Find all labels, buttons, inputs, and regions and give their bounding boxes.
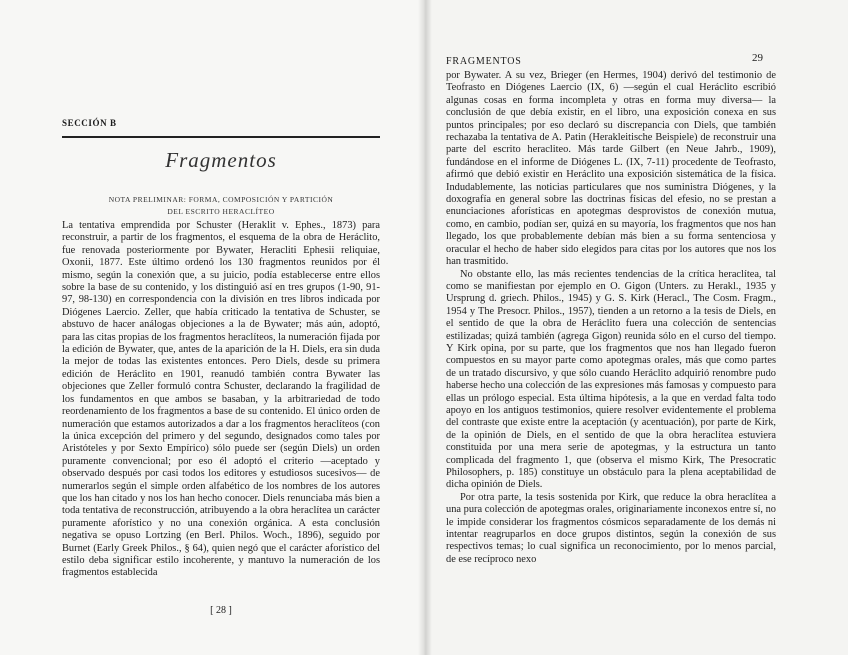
chapter-title: Fragmentos [165,148,277,172]
section-rule [62,136,380,138]
nota-heading-line1: NOTA PRELIMINAR: FORMA, COMPOSICIÓN Y PARTICIÓN [108,195,334,204]
right-paragraph-1: por Bywater. A su vez, Brieger (en Hermes, 1904) derivó del testimonio de Teofrasto en Diógenes Laercio (IX, 6) —según el cual Heráclito escribió algunas cosas en forma incompleta y otras en forma muy diversa— la conclusión de que debía existir, en el libro, una exposición conexa en sus puntos principales; por eso declaró su discrepancia con Diels, que también rechazaba la tentativa de A. Patin (Herakleitische Beispiele) de reconstruir una parte del escrito heracliteo. Más tarde Gilbert (en Neue Jahrb., 1909), fundándose en el informe de Diógenes L. (IX, 7-11) procedente de Teofrasto, afirmó que debió existir en Heráclito una exposición sistemática de la física. Indudablemente, las noticias particulares que nos suministra Diógenes, y la doxografía en general sobre las doctrinas físicas del efesio, no se prestan a enunciaciones aforísticas en apotegmas desprovistos de conexión mutua, como, en cambio, podían ser, quizá en su mayoría, los fragmentos que nos han llegado, los que probablemente debían más bien a su forma sentenciosa y oracular el hecho de haber sido elegidos para citas por los autores que nos los han trasmitido. [446,70,776,268]
left-body-text [62,220,380,608]
right-paragraph-2: No obstante ello, las más recientes tendencias de la crítica heraclítea, tal como se manifiestan por ejemplo en O. Gigon (Unters. zu Herakl., 1935 y Ursprung d. griech. Philos., 1945) y G. S. Kirk (Heracl., The Cosm. Fragm., 1954 y The Presocr. Philos., 1957), tienden a un retorno a la tesis de Diels, en el sentido de que la obra de Heráclito fuera una colección de sentencias estilizadas; quizá también (agrega Gigon) reunida sólo en el curso del tiempo. Y Kirk opina, por su parte, que los fragmentos que nos han llegado fueron compuestos en su mayor parte como apotegmas orales, más que como partes de un tratado discursivo, y que sólo cuando Heráclito adquirió renombre pudo haberse hecho una colección de las expresiones más famosas y compuesto para ellas un prólogo especial. Esta última hipótesis, a la que en verdad falta todo apoyo en los antiguos testimonios, quiere resolver evidentemente el problema del contraste que existe entre la aceptación (y acentuación), por parte de Kirk, de la opinión de Diels, en el sentido de que la obra heraclítea estuviera constituida por una mera serie de apotegmas, y la estructura un tanto complicada del fragmento 1, que (observa el mismo Kirk, The Presocratic Philosophers, p. 185) constituye un obstáculo para la plena aceptabilidad de dicha opinión de Diels. [446,268,776,491]
section-label: SECCIÓN B [62,118,117,128]
right-body-text [446,70,776,648]
left-page-number: [ 28 ] [210,605,232,616]
nota-heading [62,194,380,218]
right-page-number: 29 [752,52,763,64]
left-paragraph: La tentativa emprendida por Schuster (Heraklit v. Ephes., 1873) para reconstruir, a partir de los fragmentos, el esquema de la obra de Heráclito, fue renovada posteriormente por Bywater, Heracliti Ephesii reliquiae, Oxonii, 1877. Este último ordenó los 130 fragmentos reunidos por él mismo, según la conexión que, a su juicio, podía establecerse entre ellos sobre la base de su contenido, y los distinguió así en tres grupos (1-90, 91-97, 98-130) en correspondencia con la división en tres libros indicada por Diógenes Laercio. Zeller, que había criticado la tentativa de Schuster, se abstuvo de hacer análogas objeciones a la de Bywater; más aún, adoptó, para las citas propias de los fragmentos heraclíteos, la numeración fijada por la edición de Bywater, que, antes de la aparición de la H. Diels, era sin duda la mejor de todas las existentes entonces. Pero Diels, desde su primera edición de Heráclito en 1901, reanudó también contra Bywater las objeciones que Zeller formuló contra Schuster, declarando la fragilidad de los fundamentos en que ambos se basaban, y la arbitrariedad de todo reordenamiento de los fragmentos a base de su contenido. El único orden de numeración que estamos autorizados a dar a los fragmentos heraclíteos (con la única excepción del primero y del segundo, designados como tales por Aristóteles y por Sexto Empírico) sólo puede ser (según Diels) un orden puramente convencional; por eso él adoptó el criterio —aceptado y observado después por casi todos los editores y estudiosos sucesivos— de numerarlos según el simple orden alfabético de los nombres de los autores que los han citado y nos los han hecho conocer. Diels renunciaba más bien a toda tentativa de reconstrucción, atribuyendo a la obra heraclítea un carácter puramente aforístico y no una conexión orgánica. A esta conclusión negativa se opuso Lortzing (en Berl. Philos. Woch., 1896), seguido por Burnet (Early Greek Philos., § 64), quien negó que el carácter aforístico del estilo deba significar estilo incoherente, y mantuvo la numeración de los fragmentos establecida [62,220,380,579]
running-head: FRAGMENTOS [446,56,522,67]
book-gutter [418,0,432,655]
nota-heading-line2: DEL ESCRITO HERACLÍTEO [167,207,275,216]
right-paragraph-3: Por otra parte, la tesis sostenida por Kirk, que reduce la obra heraclítea a una pura colección de apotegmas orales, originariamente inconexos entre sí, no le impide considerar los fragmentos cósmicos separadamente de los demás ni intentar reagruparlos en doce grupos distintos, según la conexión de sus respectivos temas; lo cual significa un reconocimiento, por lo menos parcial, de ese recíproco nexo [446,491,776,565]
